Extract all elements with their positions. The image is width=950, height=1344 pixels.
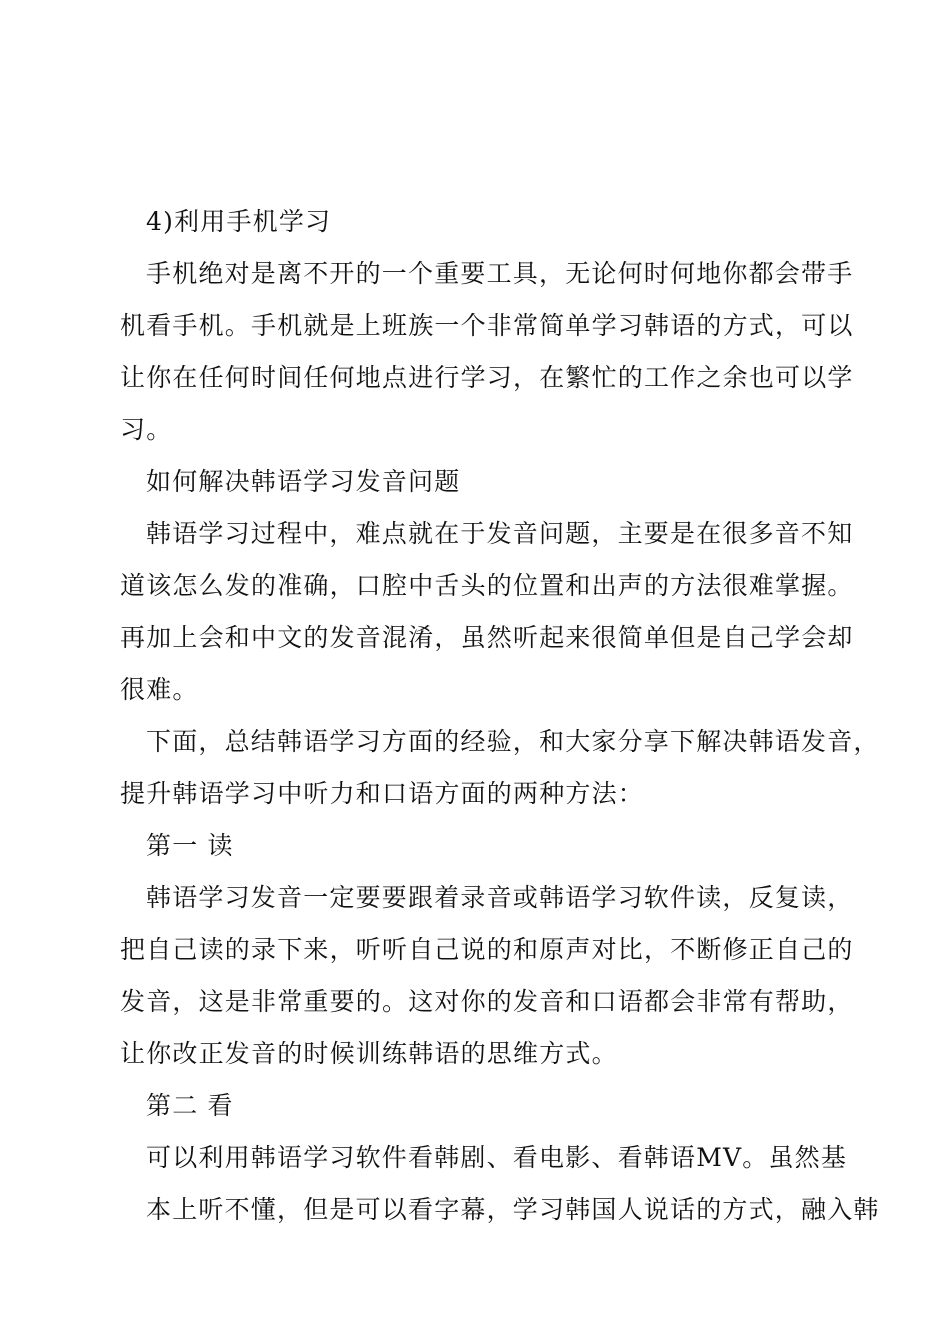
section-heading-mobile-learning: 4)利用手机学习 — [146, 207, 332, 236]
paragraph-line: 很难。 — [120, 675, 199, 704]
paragraph-line: 提升韩语学习中听力和口语方面的两种方法： — [120, 779, 645, 808]
paragraph-line: 发音，这是非常重要的。这对你的发音和口语都会非常有帮助， — [120, 987, 854, 1016]
paragraph-line: 本上听不懂，但是可以看字幕，学习韩国人说话的方式，融入韩 — [146, 1195, 880, 1224]
paragraph-line: 机看手机。手机就是上班族一个非常简单学习韩语的方式，可以 — [120, 311, 854, 340]
paragraph-line: 下面，总结韩语学习方面的经验，和大家分享下解决韩语发音， — [146, 727, 880, 756]
paragraph-line: 让你在任何时间任何地点进行学习，在繁忙的工作之余也可以学 — [120, 363, 854, 392]
paragraph-line: 韩语学习发音一定要要跟着录音或韩语学习软件读，反复读， — [146, 883, 854, 912]
paragraph-line: 手机绝对是离不开的一个重要工具，无论何时何地你都会带手 — [146, 259, 854, 288]
section-heading-pronunciation: 如何解决韩语学习发音问题 — [146, 467, 461, 496]
paragraph-line: 韩语学习过程中，难点就在于发音问题，主要是在很多音不知 — [146, 519, 854, 548]
paragraph-line: 习。 — [120, 415, 173, 444]
paragraph-line: 可以利用韩语学习软件看韩剧、看电影、看韩语MV。虽然基 — [146, 1143, 848, 1172]
section-heading-watch: 第二 看 — [146, 1091, 234, 1120]
paragraph-line: 把自己读的录下来，听听自己说的和原声对比，不断修正自己的 — [120, 935, 854, 964]
paragraph-line: 再加上会和中文的发音混淆，虽然听起来很简单但是自己学会却 — [120, 623, 854, 652]
paragraph-line: 道该怎么发的准确，口腔中舌头的位置和出声的方法很难掌握。 — [120, 571, 854, 600]
paragraph-line: 让你改正发音的时候训练韩语的思维方式。 — [120, 1039, 618, 1068]
document-body — [120, 196, 880, 1236]
section-heading-read: 第一 读 — [146, 831, 234, 860]
